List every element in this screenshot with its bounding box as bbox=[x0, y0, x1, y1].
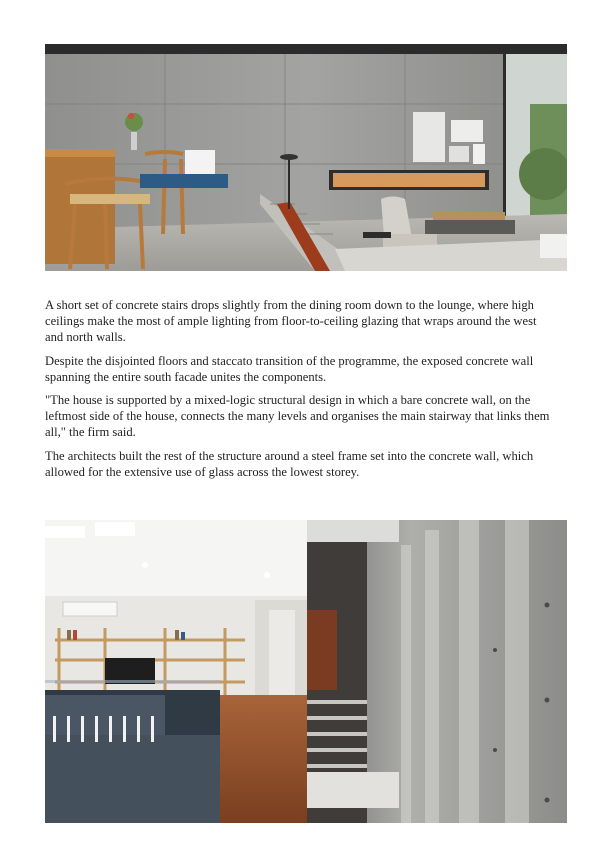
paragraph-1: A short set of concrete stairs drops slightly from the dining room down to the lounge, where high ceilings make the most of ample lighting from floor-to-ceiling glazing that wraps around the west and north walls. bbox=[45, 298, 537, 345]
article-body bbox=[45, 297, 553, 487]
interior-photo-dining-lounge bbox=[45, 44, 567, 271]
paragraph-4: The architects built the rest of the structure around a steel frame set into the concrete wall, which allowed for the extensive use of glass across the lowest storey. bbox=[45, 448, 534, 479]
paragraph-2: Despite the disjointed floors and staccato transition of the programme, the exposed concrete wall spanning the entire south facade unites the components. bbox=[45, 353, 534, 384]
paragraph-3: "The house is supported by a mixed-logic structural design in which a bare concrete wall, on the leftmost side of the house, connects the many levels and organises the main stairway that links them all," the firm said. bbox=[45, 393, 550, 440]
interior-photo-stairwell bbox=[45, 520, 567, 823]
